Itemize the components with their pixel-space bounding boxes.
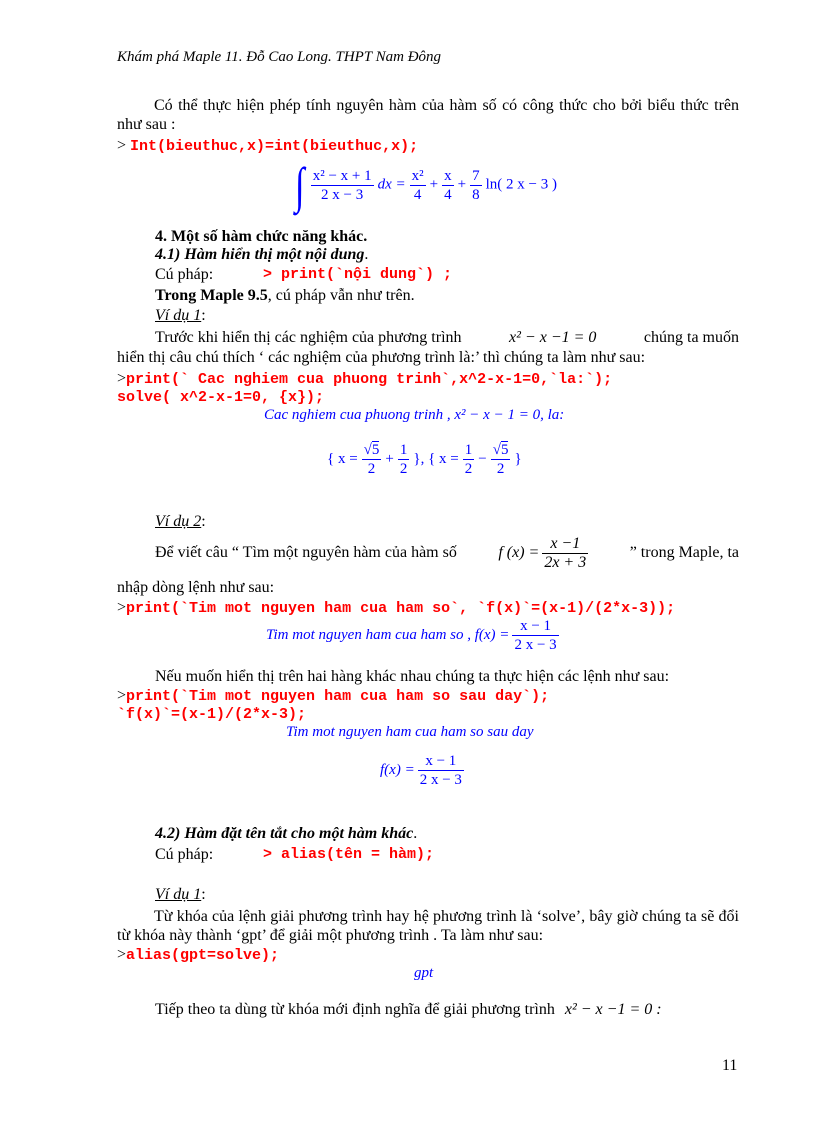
intro-paragraph: Có thể thực hiện phép tính nguyên hàm của hàm số có công thức cho bởi biểu thức trên như sau : bbox=[117, 97, 739, 133]
term3-fraction bbox=[470, 167, 482, 204]
prompt-symbol: > bbox=[117, 370, 127, 387]
command-line-int bbox=[117, 137, 418, 155]
ex2-text-b: ” trong Maple, ta bbox=[629, 544, 739, 561]
term3-denominator: 8 bbox=[472, 186, 480, 203]
command-alias: alias(gpt=solve); bbox=[126, 947, 280, 964]
section-4-2-title bbox=[155, 825, 417, 843]
sqrt-icon: √ bbox=[363, 441, 372, 458]
output-ex3-line2 bbox=[380, 750, 464, 790]
example-label: Ví dụ 1 bbox=[155, 886, 202, 903]
dx-label: dx = bbox=[377, 176, 406, 193]
denominator: 2 bbox=[367, 460, 376, 477]
command-ex1-line1: print(` Cac nghiem cua phuong trinh`,x^2-x-1=0,`la:`); bbox=[126, 371, 613, 388]
output-alias: gpt bbox=[414, 965, 434, 981]
command-line-alias bbox=[117, 946, 279, 964]
output-denominator: 2 x − 3 bbox=[514, 636, 557, 653]
integrand-numerator: x² − x + 1 bbox=[312, 167, 372, 184]
section-4-1-text: 4.1) Hàm hiển thị một nội dung bbox=[155, 246, 365, 263]
integrand-denominator: 2 x − 3 bbox=[321, 186, 364, 203]
ln-term: ln( 2 x − 3 ) bbox=[485, 176, 557, 193]
term2-numerator: x bbox=[444, 167, 452, 184]
output-ex3-fraction bbox=[418, 752, 464, 789]
term1-fraction bbox=[410, 167, 426, 204]
ex2-numerator: x −1 bbox=[542, 535, 588, 554]
term2-denominator: 4 bbox=[444, 186, 452, 203]
period: . bbox=[364, 246, 369, 263]
final-equation: x² − x −1 = 0 : bbox=[564, 1001, 662, 1018]
example-2-line-2: nhập dòng lệnh như sau: bbox=[117, 579, 275, 596]
plus-sign: + bbox=[457, 176, 467, 193]
term1-denominator: 4 bbox=[413, 186, 422, 203]
syntax-label: Cú pháp: bbox=[155, 266, 214, 283]
command-int: Int(bieuthuc,x)=int(bieuthuc,x); bbox=[130, 138, 419, 155]
output-denominator: 2 x − 3 bbox=[419, 771, 462, 788]
sqrt-icon: √ bbox=[492, 441, 501, 458]
colon: : bbox=[201, 886, 206, 903]
plus-sign: + bbox=[385, 450, 394, 467]
ex1-equation: x² − x −1 = 0 bbox=[509, 329, 597, 346]
prompt-symbol: > bbox=[117, 137, 127, 154]
command-ex2: print(`Tim mot nguyen ham cua ham so`, `f(x)`=(x-1)/(2*x-3)); bbox=[126, 600, 676, 617]
example-1-line-2: hiển thị câu chú thích ‘ các nghiệm của phương trình là:’ thì chúng ta làm như sau: bbox=[117, 349, 646, 366]
command-ex3-line2: `f(x)`=(x-1)/(2*x-3); bbox=[117, 706, 307, 723]
sqrt-radicand: 5 bbox=[500, 441, 509, 458]
sqrt5-over-2 bbox=[362, 441, 382, 478]
maple95-bold: Trong Maple 9.5 bbox=[155, 287, 268, 304]
example-1-line-1 bbox=[155, 329, 739, 347]
ex2-fx: f (x) = bbox=[498, 544, 540, 561]
output-ex1-line1: Cac nghiem cua phuong trinh , x² − x − 1 = 0, la: bbox=[264, 407, 565, 423]
page-number: 11 bbox=[722, 1057, 738, 1074]
colon: : bbox=[201, 513, 206, 530]
term2-fraction bbox=[442, 167, 454, 204]
output-ex3-line1: Tim mot nguyen ham cua ham so sau day bbox=[286, 724, 534, 740]
colon: : bbox=[201, 307, 206, 324]
output-ex3-fx: f(x) = bbox=[380, 761, 415, 778]
example-1b-label bbox=[155, 886, 206, 904]
integral-sign: ∫ bbox=[295, 157, 305, 213]
command-ex1-line2: solve( x^2-x-1=0, {x}); bbox=[117, 389, 325, 406]
final-paragraph bbox=[155, 1001, 662, 1019]
ex2-text-a: Để viết câu “ Tìm một nguyên hàm của hàm số bbox=[155, 544, 457, 561]
prompt-symbol: > bbox=[117, 687, 127, 704]
section-4-1-title bbox=[155, 246, 368, 264]
syntax-line-alias bbox=[155, 846, 213, 864]
integrand-fraction bbox=[311, 167, 374, 204]
solution-open: { x = bbox=[327, 450, 358, 467]
numerator: 1 bbox=[399, 441, 408, 458]
denominator: 2 bbox=[496, 460, 505, 477]
section-4-title: 4. Một số hàm chức năng khác. bbox=[155, 228, 368, 245]
command-line-ex3 bbox=[117, 687, 549, 705]
plus-sign: + bbox=[429, 176, 439, 193]
sqrt-radicand: 5 bbox=[371, 441, 380, 458]
section-4-2-text: 4.2) Hàm đặt tên tắt cho một hàm khác bbox=[155, 825, 414, 842]
output-numerator: x − 1 bbox=[418, 752, 464, 771]
example-label: Ví dụ 2 bbox=[155, 513, 202, 530]
minus-sign: − bbox=[478, 450, 487, 467]
example-label: Ví dụ 1 bbox=[155, 307, 202, 324]
syntax-label: Cú pháp: bbox=[155, 846, 214, 863]
output-ex2 bbox=[266, 615, 559, 655]
ex2-fraction bbox=[542, 535, 588, 572]
denominator: 2 bbox=[399, 460, 408, 477]
command-line-ex1 bbox=[117, 370, 612, 388]
integral-formula bbox=[293, 159, 557, 215]
running-header: Khám phá Maple 11. Đỗ Cao Long. THPT Nam Đông bbox=[117, 49, 442, 65]
term1-numerator: x² bbox=[411, 167, 424, 184]
ex2-denominator: 2x + 3 bbox=[544, 553, 587, 571]
example-2-label bbox=[155, 513, 206, 531]
two-lines-paragraph: Nếu muốn hiển thị trên hai hàng khác nhau chúng ta thực hiện các lệnh như sau: bbox=[155, 668, 670, 685]
example-1-label bbox=[155, 307, 206, 325]
prompt-symbol: > bbox=[117, 599, 127, 616]
syntax-line-print bbox=[155, 266, 213, 284]
ex2-function bbox=[498, 535, 588, 572]
output-numerator: x − 1 bbox=[512, 617, 558, 636]
command-ex3-line1: print(`Tim mot nguyen ham cua ham so sau day`); bbox=[126, 688, 550, 705]
one-half bbox=[398, 441, 410, 478]
sqrt5-over-2 bbox=[491, 441, 511, 478]
example-2-line-1 bbox=[155, 533, 739, 573]
term3-numerator: 7 bbox=[472, 167, 480, 184]
solution-close: } bbox=[514, 450, 522, 467]
output-solutions bbox=[327, 438, 522, 480]
maple95-note bbox=[155, 287, 415, 305]
alias-paragraph: Từ khóa của lệnh giải phương trình hay hệ phương trình là ‘solve’, bây giờ chúng ta sẽ đổi từ khóa này thành ‘gpt’ để giải một phương trình . Ta làm như sau: bbox=[117, 908, 739, 944]
numerator: 1 bbox=[464, 441, 473, 458]
maple95-rest: , cú pháp vẫn như trên. bbox=[267, 287, 415, 304]
final-text: Tiếp theo ta dùng từ khóa mới định nghĩa để giải phương trình bbox=[155, 1001, 555, 1018]
syntax-print: > print(`nội dung`) ; bbox=[263, 266, 453, 283]
one-half bbox=[463, 441, 475, 478]
denominator: 2 bbox=[464, 460, 473, 477]
ex1-text-b: chúng ta muốn bbox=[643, 329, 739, 346]
prompt-symbol: > bbox=[117, 946, 127, 963]
syntax-alias: > alias(tên = hàm); bbox=[263, 846, 435, 863]
solution-separator: }, { x = bbox=[413, 450, 459, 467]
period: . bbox=[413, 825, 418, 842]
output-ex2-text: Tim mot nguyen ham cua ham so , f(x) = bbox=[266, 626, 510, 643]
output-ex2-fraction bbox=[512, 617, 558, 654]
ex1-text-a: Trước khi hiển thị các nghiệm của phương trình bbox=[155, 329, 462, 346]
